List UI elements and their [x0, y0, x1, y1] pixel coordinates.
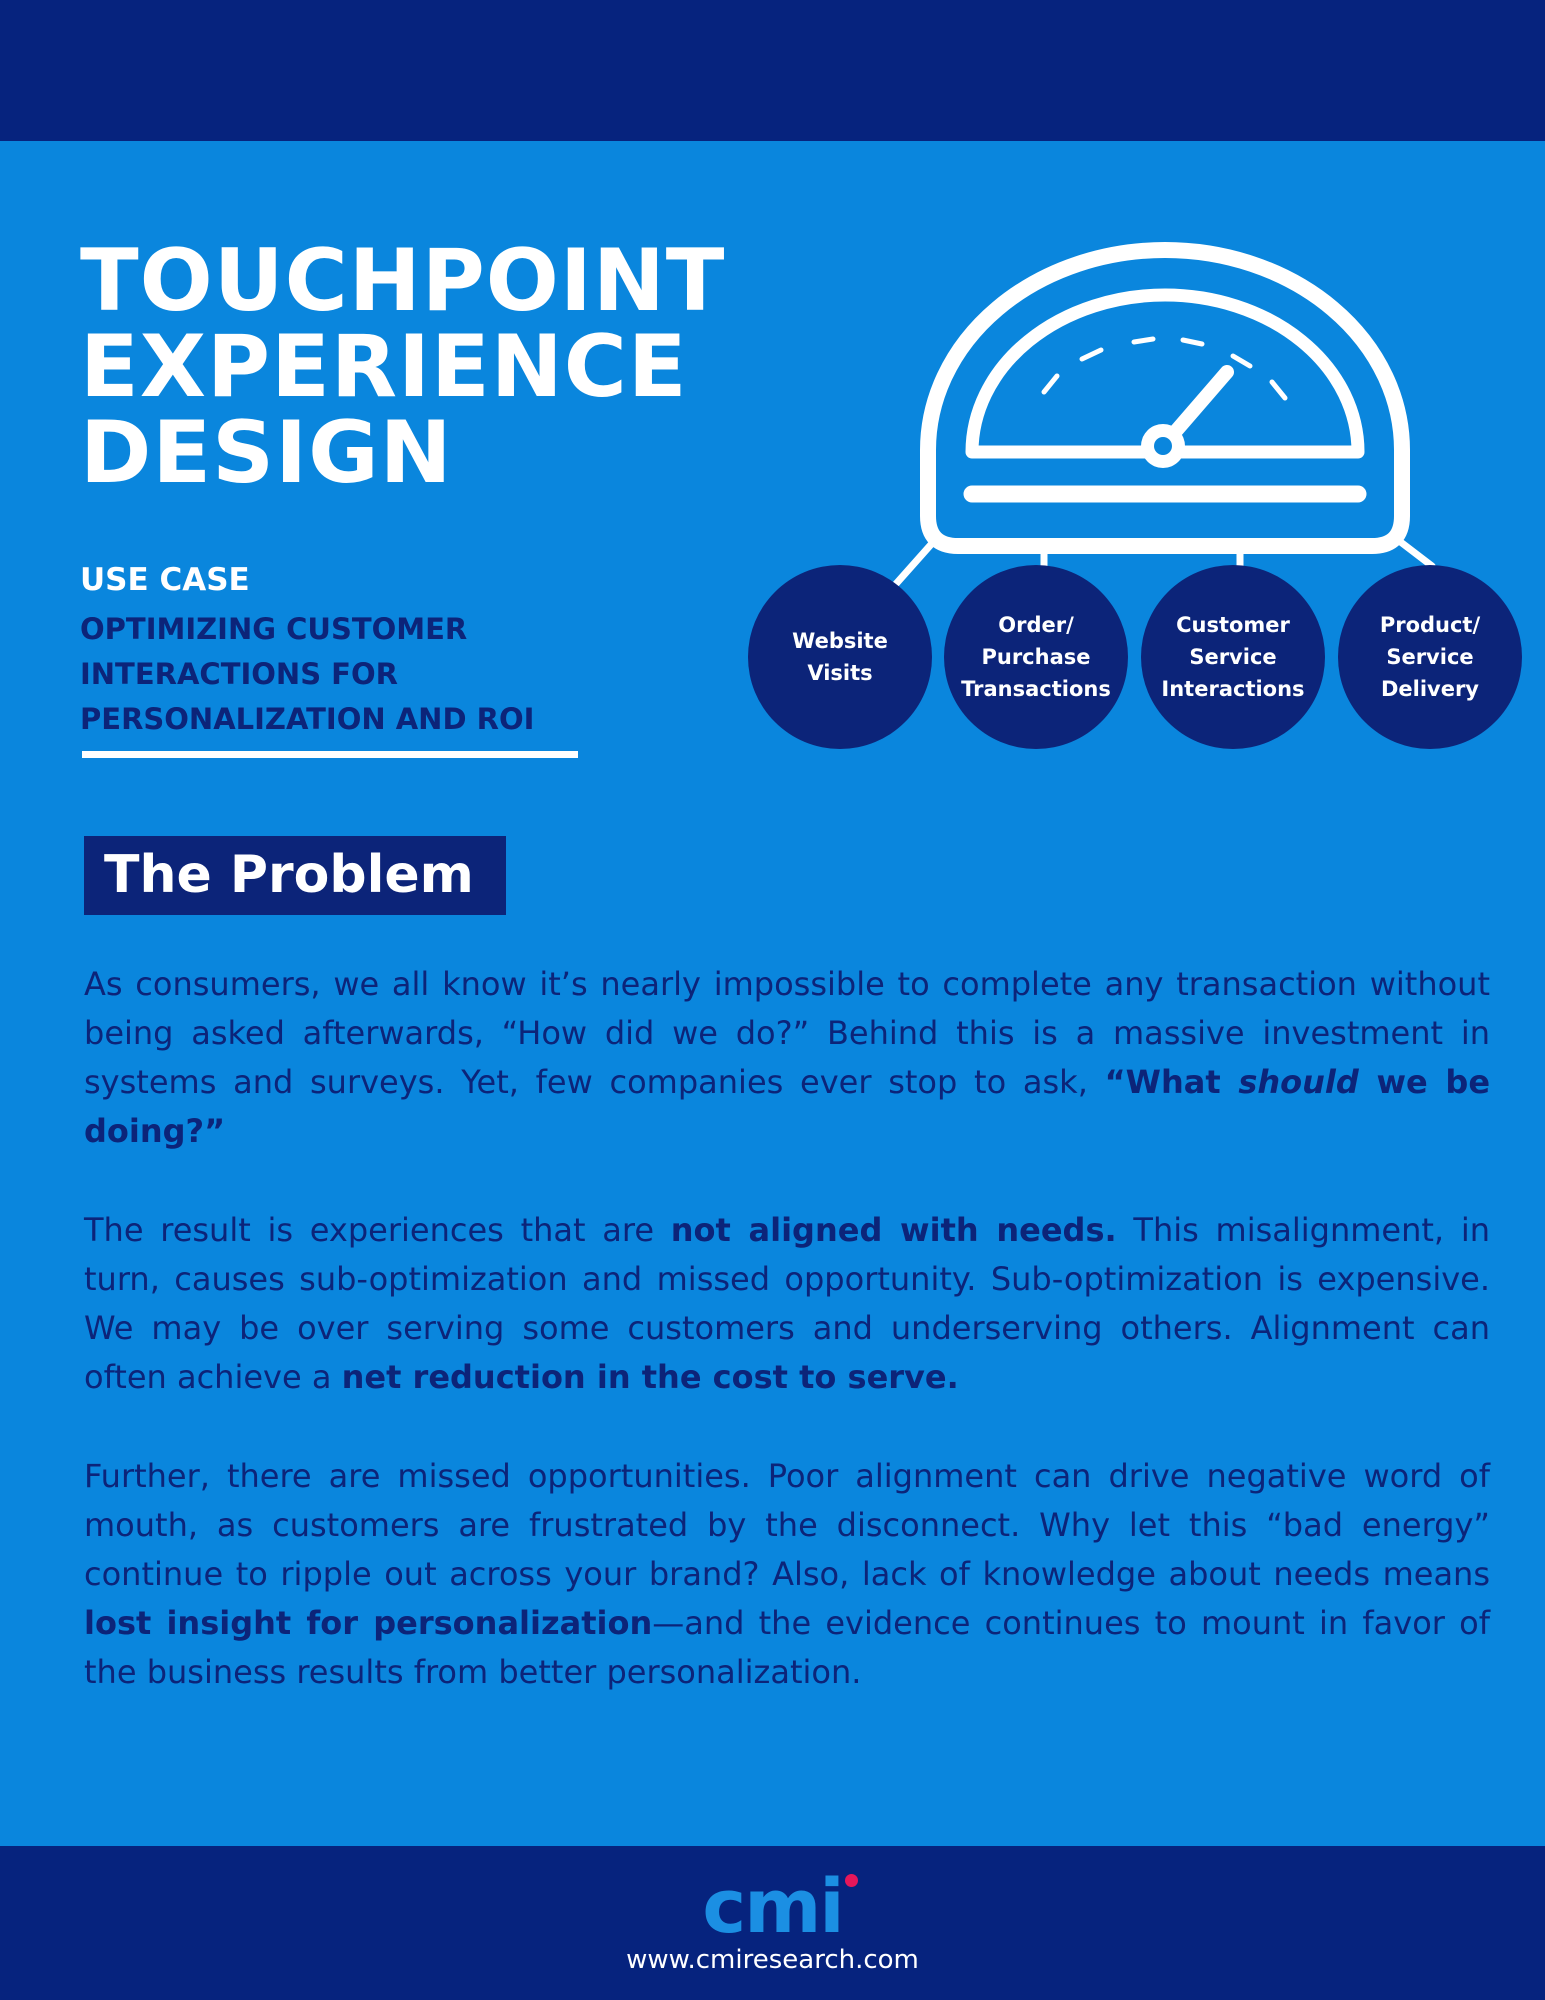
use-case-line: PERSONALIZATION AND ROI — [80, 702, 535, 736]
use-case-line: INTERACTIONS FOR — [80, 657, 398, 691]
use-case-label: USE CASE — [80, 562, 250, 598]
website-url: www.cmiresearch.com — [626, 1945, 919, 1975]
touchpoint-product-delivery: Product/ Service Delivery — [1338, 565, 1522, 749]
problem-paragraph-1: As consumers, we all know it’s nearly impossible to complete any transaction without being asked afterwards, “How did we do?” Behind this is a massive investment in systems and surveys. Yet, few companies ever stop to ask, “What should we be doing?” — [84, 965, 1491, 1150]
touchpoint-order-purchase: Order/ Purchase Transactions — [944, 565, 1128, 749]
title-line: DESIGN — [80, 403, 453, 503]
problem-heading: The Problem — [84, 836, 506, 915]
title-line: TOUCHPOINT — [80, 231, 726, 331]
title-line: EXPERIENCE — [80, 317, 688, 417]
problem-paragraph-3: Further, there are missed opportunities. Poor alignment can drive negative word of mouth, as customers are frustrated by the disconnect. Why let this “bad energy” continue to ripple out across your brand? Also, lack of knowledge about needs means lost insight for personalization—and the evidence continues to mount in favor of the business results from better personalization. — [84, 1457, 1491, 1691]
cmi-logo: cmi — [702, 1864, 843, 1950]
touchpoint-website-visits: Website Visits — [748, 565, 932, 749]
touchpoint-customer-service: Customer Service Interactions — [1141, 565, 1325, 749]
logo-dot — [845, 1874, 858, 1887]
use-case-line: OPTIMIZING CUSTOMER — [80, 612, 468, 646]
problem-paragraph-2: The result is experiences that are not aligned with needs. This misalignment, in turn, causes sub-optimization and missed opportunity. Sub-optimization is expensive. We may be over serving some customers and underserving others. Alignment can often achieve a net reduction in the cost to serve. — [84, 1211, 1491, 1396]
